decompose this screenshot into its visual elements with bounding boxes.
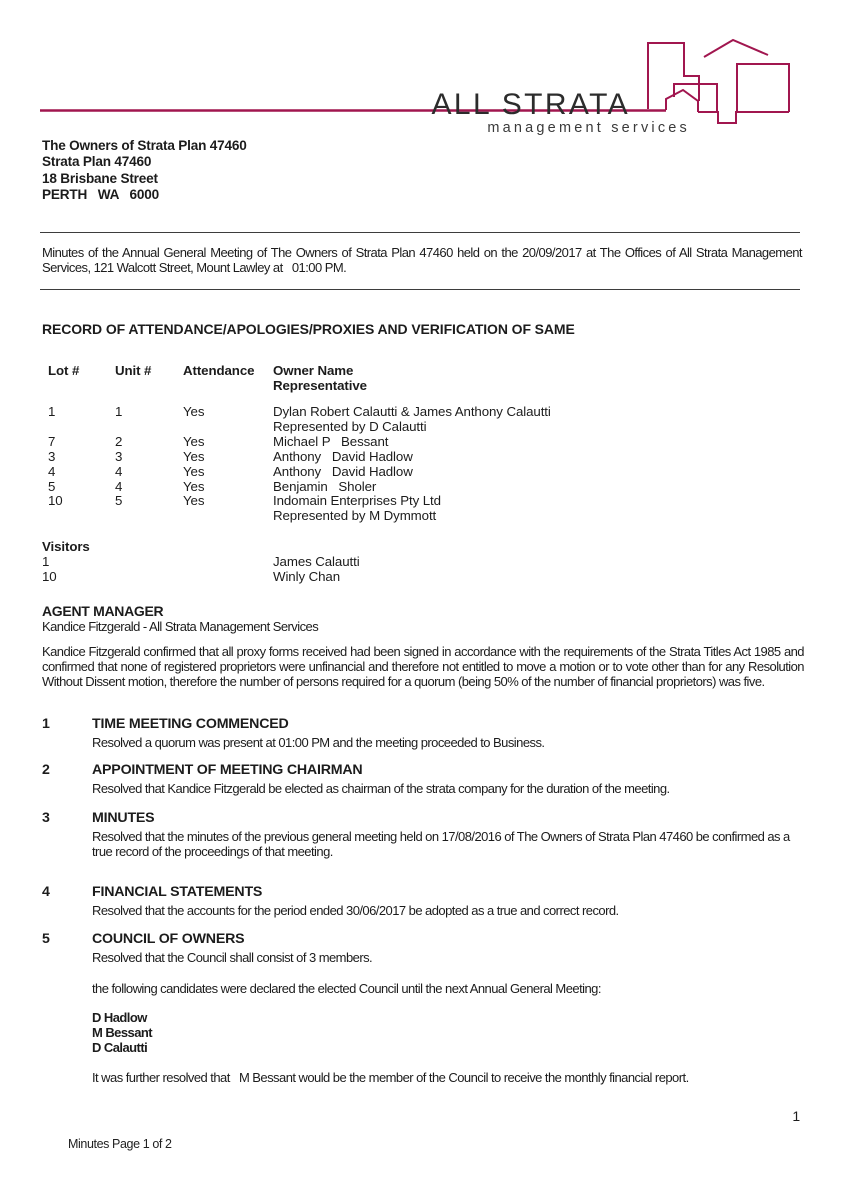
candidates-intro: the following candidates were declared the elected Council until the next Annual General Meeting: — [92, 980, 601, 996]
candidate-name: M Bessant — [92, 1024, 153, 1040]
section-title: MINUTES — [92, 810, 155, 826]
visitor-row: 1 James Calautti — [42, 554, 360, 570]
visitor-name: James Calautti — [273, 554, 360, 570]
table-row: 10 5 Yes Indomain Enterprises Pty Ltd Represented by M Dymmott — [48, 494, 800, 524]
logo-small-house — [666, 90, 698, 112]
section-financial-statements — [42, 885, 800, 918]
section-title: FINANCIAL STATEMENTS — [92, 884, 263, 900]
section-title: APPOINTMENT OF MEETING CHAIRMAN — [92, 762, 363, 778]
visitors-block — [42, 539, 360, 584]
section-number: 1 — [42, 716, 50, 732]
divider-line — [40, 232, 800, 233]
column-header-owner: Owner Name Representative — [273, 363, 367, 393]
agent-manager-name: Kandice Fitzgerald - All Strata Management Services — [42, 619, 319, 635]
owner-name: Anthony David Hadlow — [273, 463, 413, 479]
visitors-heading: Visitors — [42, 539, 90, 554]
column-header-unit: Unit # — [115, 363, 152, 378]
logo-tall-building — [648, 43, 699, 109]
owner-representative: Represented by D Calautti — [273, 418, 427, 434]
quorum-statement-paragraph: Kandice Fitzgerald confirmed that all proxy forms received had been signed in accordance with the requirements of the Strata Titles Act 1985 and confirmed that none of registered proprietors were unfinancial and therefore not entitled to move a motion or to vote other than for any Resolution Without Dissent motion, therefore the number of persons required for a quorum (being 50% of the number of financial proprietors) was five. — [42, 644, 804, 690]
logo-base-line — [698, 112, 789, 123]
owner-name: Anthony David Hadlow — [273, 448, 413, 464]
table-row: 7 2 Yes Michael P Bessant — [48, 435, 800, 450]
column-header-attendance: Attendance — [183, 363, 255, 378]
logo-roof-line — [704, 40, 768, 57]
section-body: Resolved that the minutes of the previous general meeting held on 17/08/2016 of The Owners of Strata Plan 47460 be confirmed as a true record of the proceedings of that meeting. — [92, 828, 790, 859]
owner-name: Michael P Bessant — [273, 433, 389, 449]
brand-tagline: management services — [487, 120, 690, 136]
logo-square-building — [737, 64, 789, 112]
attendance-table-header — [48, 363, 800, 393]
owner-name: Indomain Enterprises Pty Ltd — [273, 493, 441, 509]
further-resolution: It was further resolved that M Bessant would be the member of the Council to receive the monthly financial report. — [92, 1069, 689, 1085]
recipient-line: 18 Brisbane Street — [42, 170, 158, 186]
recipient-line: PERTH WA 6000 — [42, 187, 159, 203]
section-appointment-of-chairman — [42, 763, 800, 796]
section-number: 5 — [42, 931, 50, 947]
agent-manager-heading: AGENT MANAGER — [42, 603, 164, 619]
section-body: Resolved a quorum was present at 01:00 PM and the meeting proceeded to Business. — [92, 734, 545, 750]
elected-candidates-list — [92, 1010, 800, 1055]
section-body: Resolved that Kandice Fitzgerald be elected as chairman of the strata company for the duration of the meeting. — [92, 780, 670, 796]
owner-name: Dylan Robert Calautti & James Anthony Calautti — [273, 404, 551, 419]
section-number: 3 — [42, 810, 50, 826]
section-minutes — [42, 811, 800, 859]
column-header-lot: Lot # — [48, 363, 80, 378]
attendance-heading: RECORD OF ATTENDANCE/APOLOGIES/PROXIES AND VERIFICATION OF SAME — [42, 321, 575, 337]
table-row: 4 4 Yes Anthony David Hadlow — [48, 465, 800, 480]
candidate-name: D Calautti — [92, 1039, 148, 1055]
table-row: 3 3 Yes Anthony David Hadlow — [48, 450, 800, 465]
section-council-of-owners — [42, 932, 800, 1085]
table-row: 1 1 Yes Dylan Robert Calautti & James Anthony Calautti Represented by D Calautti — [48, 405, 800, 435]
meeting-intro-paragraph: Minutes of the Annual General Meeting of The Owners of Strata Plan 47460 held on the 20/09/2017 at The Offices of All Strata Management Services, 121 Walcott Street, Mount Lawley at 01:00 PM. — [42, 245, 806, 276]
page-number: 1 — [792, 1108, 800, 1124]
section-body: Resolved that the Council shall consist of 3 members. — [92, 949, 373, 965]
section-number: 2 — [42, 762, 50, 778]
recipient-line: The Owners of Strata Plan 47460 — [42, 138, 247, 153]
table-row: 5 4 Yes Benjamin Sholer — [48, 480, 800, 495]
recipient-address-block — [42, 138, 247, 204]
section-title: TIME MEETING COMMENCED — [92, 716, 289, 732]
owner-name: Benjamin Sholer — [273, 478, 377, 494]
agent-manager-block — [42, 604, 802, 635]
owner-representative: Represented by M Dymmott — [273, 508, 437, 524]
section-title: COUNCIL OF OWNERS — [92, 931, 245, 947]
visitor-row: 10 Winly Chan — [42, 569, 360, 584]
footer-note: Minutes Page 1 of 2 — [68, 1137, 172, 1151]
candidate-name: D Hadlow — [92, 1009, 147, 1025]
attendance-table-rows — [48, 405, 800, 524]
section-number: 4 — [42, 884, 50, 900]
divider-line — [40, 289, 800, 290]
section-time-meeting-commenced — [42, 717, 800, 750]
brand-name: ALL STRATA — [431, 88, 630, 121]
visitor-name: Winly Chan — [273, 569, 340, 585]
section-body: Resolved that the accounts for the period ended 30/06/2017 be adopted as a true and correct record. — [92, 902, 619, 918]
recipient-line: Strata Plan 47460 — [42, 154, 152, 170]
